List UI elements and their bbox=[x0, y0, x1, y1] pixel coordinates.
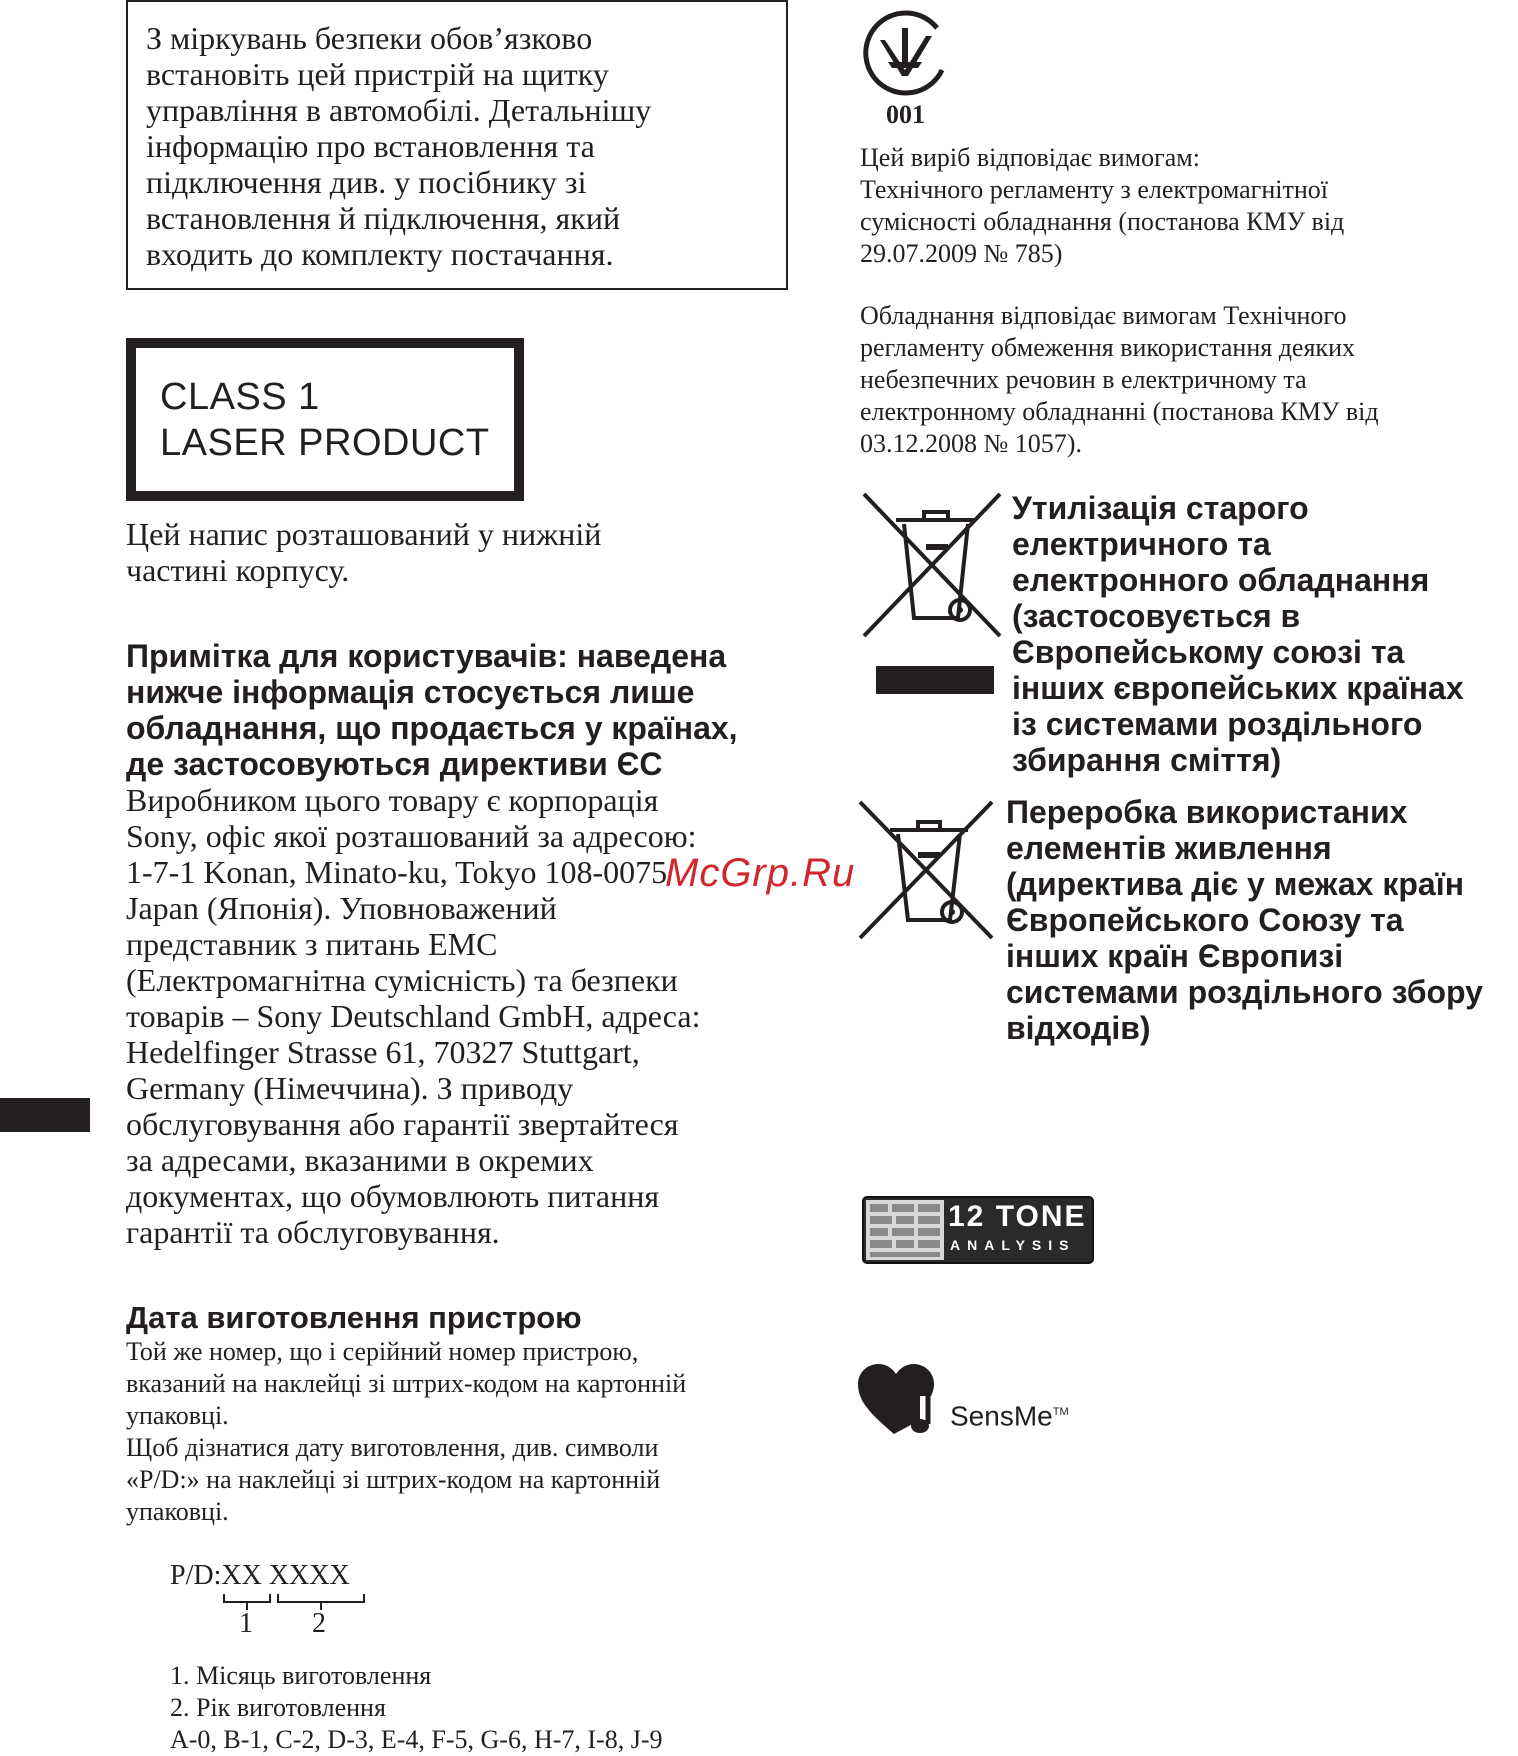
weee-heading: Утилізація старого електричного та електронного обладнання (застосовується в Європейському союзі та інших європейських країнах із системами роздільного збирання сміття) bbox=[1012, 490, 1464, 778]
laser-product-line: LASER PRODUCT bbox=[160, 422, 490, 464]
sensme-text: SensMe bbox=[950, 1400, 1053, 1432]
pd-index-1: 1 bbox=[239, 1608, 253, 1639]
pd-index-2: 2 bbox=[312, 1608, 326, 1639]
pd-prefix: P/D: bbox=[170, 1560, 222, 1591]
pd-legend: 1. Місяць виготовлення 2. Рік виготовлення A-0, B-1, C-2, D-3, E-4, F-5, G-6, H-7, I-8, J-9 bbox=[170, 1661, 663, 1754]
emc-compliance-text: Цей виріб відповідає вимогам: Технічного регламенту з електромагнітної сумісності обладнання (постанова КМУ від 29.07.2009 № 785) bbox=[860, 143, 1345, 268]
sensme-logo bbox=[858, 1364, 1078, 1440]
manufacture-date-body: Той же номер, що і серійний номер пристрою, вказаний на наклейці зі штрих-кодом на картонній упаковці. Щоб дізнатися дату виготовлення, див. символи «P/D:» на наклейці зі штрих-кодом на картонній упаковці. bbox=[126, 1337, 687, 1526]
crossed-out-bin-icon bbox=[862, 490, 1002, 700]
12-tone-title: 12 TONE bbox=[948, 1200, 1087, 1233]
conformity-code: 001 bbox=[886, 100, 925, 129]
sensme-trademark: TM bbox=[1052, 1406, 1069, 1418]
pd-code-year: XXXX bbox=[268, 1560, 350, 1591]
sensme-wordmark bbox=[950, 1396, 1069, 1432]
rohs-compliance-text: Обладнання відповідає вимогам Технічного регламенту обмеження використання деяких небезпечних речовин в електричному та електронному обладнанні (постанова КМУ від 03.12.2008 № 1057). bbox=[860, 301, 1379, 458]
12-tone-subtitle: ANALYSIS bbox=[950, 1237, 1076, 1253]
safety-notice-box bbox=[126, 0, 788, 290]
eu-note-body: Виробником цього товару є корпорація Sony, офіс якої розташований за адресою: 1-7-1 Konan, Minato-ku, Tokyo 108-0075 Japan (Японія). Уповноважений представник з питань EMC (Електромагнітна сумісність) та безпеки товарів – Sony Deutschland GmbH, адреса: Hedelfinger Strasse 61, 70327 Stuttgart, Germany (Німеччина). З приводу обслуговування або гарантії звертайтеся за адресами, вказаними в окремих документах, що обумовлюють питання гарантії та обслуговування. bbox=[126, 782, 701, 1250]
crossed-out-battery-bin-icon bbox=[858, 800, 994, 940]
eu-note-heading: Примітка для користувачів: наведена нижче інформація стосується лише обладнання, що продається у країнах, де застосовуються директиви ЄС bbox=[126, 638, 738, 782]
safety-notice-text: З міркувань безпеки обов’язково встановіть цей пристрій на щитку управління в автомобілі. Детальнішу інформацію про встановлення та підключення див. у посібнику зі встановлення й підключення, який входить до комплекту постачання. bbox=[146, 20, 652, 272]
pd-code-month: XX bbox=[221, 1560, 262, 1591]
ukrainian-conformity-mark-icon bbox=[858, 6, 952, 102]
battery-recycling-heading: Переробка використаних елементів живлення (директива діє у межах країн Європейського Союзу та інших країн Європизі системами роздільного збору відходів) bbox=[1006, 794, 1483, 1046]
laser-class-label bbox=[126, 338, 524, 501]
laser-class-line: CLASS 1 bbox=[160, 376, 320, 418]
12-tone-analysis-logo bbox=[862, 1196, 1094, 1264]
label-location-text: Цей напис розташований у нижній частині корпусу. bbox=[126, 516, 602, 588]
manufacture-date-heading: Дата виготовлення пристрою bbox=[126, 1300, 582, 1335]
heart-note-icon bbox=[858, 1364, 942, 1440]
watermark-text: McGrp.Ru bbox=[665, 851, 856, 895]
section-tab-marker bbox=[0, 1098, 90, 1132]
pd-code bbox=[170, 1560, 350, 1592]
